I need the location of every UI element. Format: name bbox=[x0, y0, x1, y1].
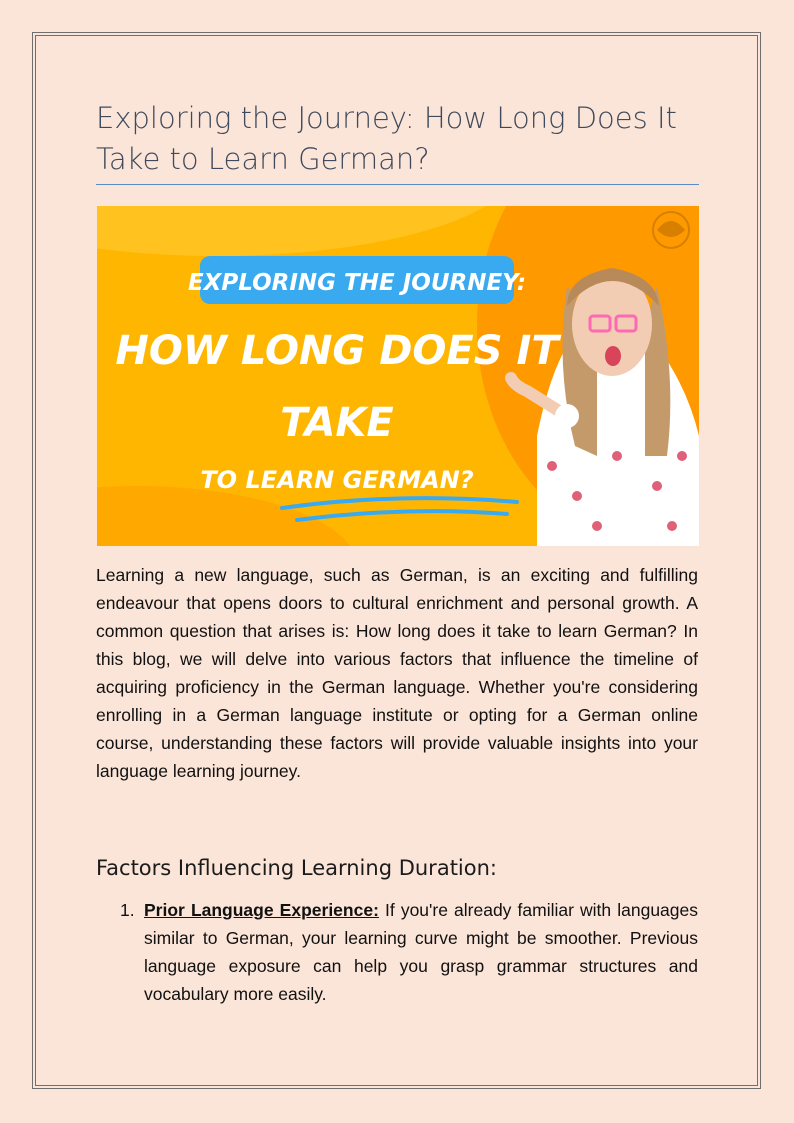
page-title: Exploring the Journey: How Long Does It Take to Learn German? bbox=[96, 101, 677, 176]
title-divider bbox=[96, 184, 699, 185]
banner-tag-line: EXPLORING THE JOURNEY: bbox=[187, 270, 527, 296]
section-heading: Factors Influencing Learning Duration: bbox=[96, 856, 497, 880]
list-item-text: If you're already familiar with languages similar to German, your learning curve might be smoother. Previous language exposure can help you grasp grammar structures and vocabulary more easily. bbox=[144, 900, 698, 1004]
list-item-number: 1. bbox=[120, 900, 135, 920]
banner-headline-line3: TO LEARN GERMAN? bbox=[200, 466, 474, 494]
list-item bbox=[96, 896, 698, 1008]
banner-headline-line2: TAKE bbox=[280, 400, 394, 446]
factors-list bbox=[96, 896, 698, 1008]
banner-headline-line1: HOW LONG DOES IT bbox=[115, 328, 559, 374]
intro-paragraph: Learning a new language, such as German, is an exciting and fulfilling endeavour that opens doors to cultural enrichment and personal growth. A common question that arises is: How long does it take to learn German? In this blog, we will delve into various factors that influence the timeline of acquiring proficiency in the German language. Whether you're considering enrolling in a German language institute or opting for a German online course, understanding these factors will provide valuable insights into your language learning journey. bbox=[96, 565, 698, 781]
list-item-term: Prior Language Experience: bbox=[144, 900, 379, 920]
banner-image bbox=[97, 206, 699, 546]
